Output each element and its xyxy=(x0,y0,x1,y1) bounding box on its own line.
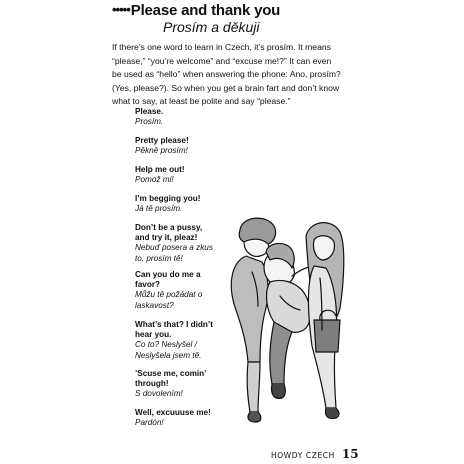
phrase-item xyxy=(135,320,225,361)
phrase-english: Can you do me a xyxy=(135,270,201,279)
phrase-item xyxy=(135,369,225,400)
phrase-english: Don’t be a pussy, xyxy=(135,223,203,232)
heading-bullet-dots: ••••• xyxy=(112,2,130,17)
phrase-english: ’Scuse me, comin’ xyxy=(135,369,207,378)
phrase-czech: Můžu tě požádat o xyxy=(135,290,203,300)
phrase-czech: laskavost? xyxy=(135,300,174,310)
phrase-english: favor? xyxy=(135,280,161,290)
heading-title: Please and thank you xyxy=(130,2,281,19)
phrase-english: Help me out! xyxy=(135,165,185,174)
phrase-item xyxy=(135,165,225,185)
phrase-czech: to, prosím tě! xyxy=(135,253,183,263)
phrase-czech: Pěkně prosím! xyxy=(135,146,188,156)
phrase-czech: Já tě prosím. xyxy=(135,204,183,214)
phrase-item xyxy=(135,136,225,156)
footer-book-title: HOWDY CZECH xyxy=(271,451,335,460)
phrase-item xyxy=(135,408,225,428)
phrase-item xyxy=(135,194,225,214)
phrase-czech: Neslyšela jsem tě. xyxy=(135,350,202,360)
phrase-czech: Prosím. xyxy=(135,117,164,127)
intro-line: be used as “hello” when answering the phone: Ano, prosím? xyxy=(112,69,341,80)
phrase-czech: S dovolením! xyxy=(135,389,183,399)
intro-line: If there’s one word to learn in Czech, it’s prosím. It means xyxy=(112,42,331,52)
phrase-english: What’s that? I didn’t xyxy=(135,320,213,329)
phrase-english: Please. xyxy=(135,107,164,116)
phrase-item xyxy=(135,223,225,264)
cartoon-illustration xyxy=(222,212,352,424)
heading-czech-subtitle: Prosím a děkuji xyxy=(163,19,260,35)
phrase-english: Pretty please! xyxy=(135,136,189,145)
section-heading xyxy=(112,2,280,19)
phrase-english: and try it, pleaz! xyxy=(135,233,198,243)
page-footer xyxy=(271,447,359,461)
intro-paragraph xyxy=(112,41,358,109)
intro-line: “please,” “you’re welcome” and “excuse me!?” It can even xyxy=(112,55,332,66)
phrase-item xyxy=(135,107,225,127)
phrase-czech: Co to? Neslyšel / xyxy=(135,340,197,350)
phrase-czech: Nebuď posera a zkus xyxy=(135,243,213,253)
phrase-item xyxy=(135,270,225,311)
phrase-english: I’m begging you! xyxy=(135,194,201,203)
phrase-english: through! xyxy=(135,379,169,389)
footer-page-number: 15 xyxy=(341,447,359,461)
intro-line: what to say, at least be polite and say “please.” xyxy=(112,96,291,107)
phrase-czech: Pardón! xyxy=(135,418,164,428)
phrase-czech: Pomož mi! xyxy=(135,175,174,185)
phrase-english: Well, excuuuse me! xyxy=(135,408,211,417)
phrase-english: hear you. xyxy=(135,330,172,340)
intro-line: (Yes, please?). So when you get a brain fart and don’t know xyxy=(112,82,340,93)
